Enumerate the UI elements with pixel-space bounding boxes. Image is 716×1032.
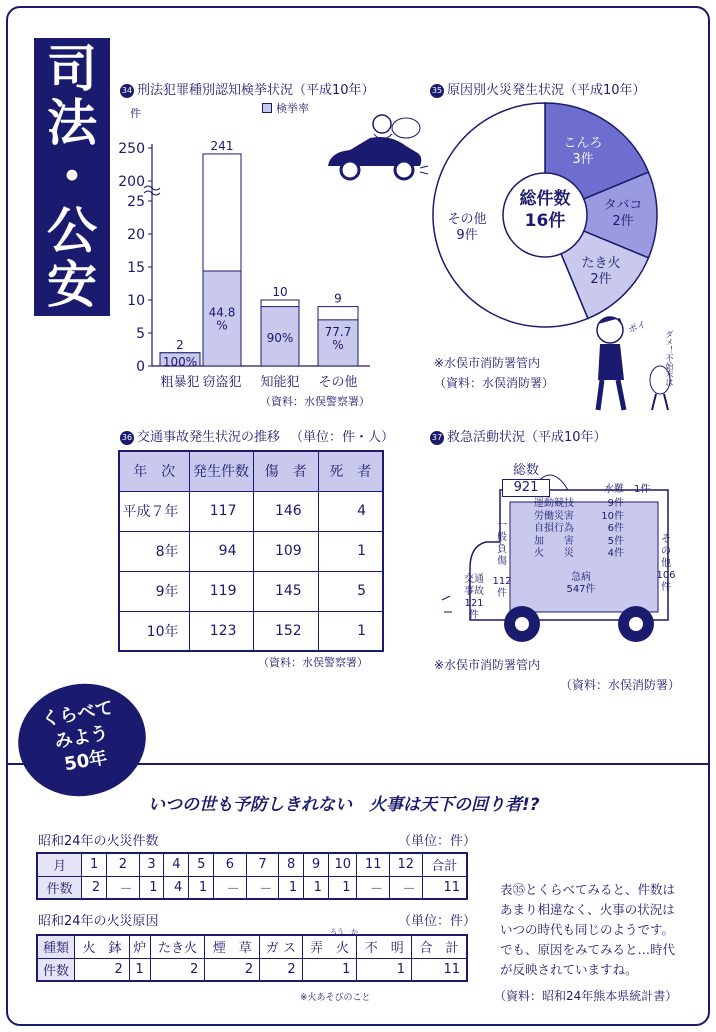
t1-cell: 1 [139,876,164,899]
s37-title: 37 救急活動状況（平成10年） [431,430,607,445]
th-injured: 傷 者 [253,451,318,491]
s34-source: （資料：水俣警察署） [260,395,370,408]
t1-cell: 2 [82,876,107,899]
t1-cell: － [107,876,140,899]
pie-center-label: 総件数 16件 [519,189,571,231]
list-item: 自損行為 6件 [534,523,624,534]
t1-cell: 合計 [422,853,467,876]
t1-cell: － [246,876,279,899]
table-row [37,876,467,899]
table-row [37,853,467,876]
t1-cell: 9 [304,853,329,876]
t1-cell: － [214,876,247,899]
s37-source: （資料：水俣消防署） [560,678,681,692]
list-item: 加 害 5件 [534,535,624,547]
pie-label-konro: こんろ 3件 [563,136,603,167]
bar-rate-label: 77.7 [324,325,352,339]
speech-poi: ポイ [627,320,648,336]
fire-cause-table [36,934,468,982]
t2-cell: 煙 草 [205,935,260,958]
t2-unit: （単位：件） [398,914,477,929]
table-row: 8年 94 109 1 [119,531,383,571]
t2-cell: 2 [205,958,260,981]
bar-total-label: 9 [334,291,342,306]
list-item: 運動競技 9件 [534,498,624,509]
category-label: 窃盗犯 [202,375,242,390]
traffic-table [118,450,384,652]
t1-cell: 6 [214,853,247,876]
s35-note: ※水俣市消防署管内 [434,356,541,370]
t2-cell: 火 鉢 [75,935,130,958]
th-year: 年 次 [119,451,189,491]
t1-cell: 1 [189,876,214,899]
bar-rate-label: 90% [266,331,294,345]
t2-cell: 2 [75,958,130,981]
category-label: 知能犯 [260,375,300,390]
t1-cell: 5 [189,853,214,876]
t1-cell: 1 [328,876,357,899]
list-item: 労働災害 10件 [534,510,624,522]
table-row: 10年 123 152 1 [119,611,383,651]
t2-cell: 11 [412,958,467,981]
pie-label-sonota: その他 9件 [447,212,487,243]
category-label: その他 [318,375,358,390]
t1-unit: （単位：件） [398,834,477,849]
car-illustration [320,108,430,188]
t1-cell: 3 [139,853,164,876]
compare-source: （資料：昭和24年熊本県統計書） [494,989,678,1003]
bar-rate-label: % [332,338,344,352]
t2-cell: 種類 [37,935,75,958]
t2-cell: 2 [150,958,205,981]
t1-cell: 4 [164,876,189,899]
s37-kotsu: 交通 事故 121 件 [464,574,484,621]
compare-badge: くらべて みよう 50年 [9,674,155,807]
y-tick-label: 25 [127,194,145,210]
t1-cell: 1 [304,876,329,899]
t2-ruby: ろう か [330,928,358,936]
bar-rate-label: % [216,318,228,333]
compare-text: 表㉟とくらべてみると、件数は あまり相違なく、火事の状況は いつの時代も同じのようです。 でも、原因をみてみると…時代 が反映されていますね。 [500,882,676,977]
t1-cell: 件数 [37,876,82,899]
t1-cell: 1 [82,853,107,876]
t1-cell: 4 [164,853,189,876]
list-item: 火 災 4件 [534,548,624,559]
t1-cell: 11 [357,853,390,876]
s37-suinan: 水難 1件 [604,484,651,495]
s37-sonota: そ の 他 106 件 [656,534,676,593]
t1-cell: － [357,876,390,899]
t1-cell: 2 [107,853,140,876]
pie-label-tabako: タバコ 2件 [603,198,643,229]
bar-total-label: 10 [272,285,288,299]
th-dead: 死 者 [318,451,383,491]
s37-note: ※水俣市消防署管内 [434,658,541,672]
t1-cell: 11 [422,876,467,899]
t2-cell: 不 明 [357,935,412,958]
t1-cell: 10 [328,853,357,876]
th-count: 発生件数 [189,451,253,491]
bar-total-label: 2 [176,337,184,352]
s37-kyubyo: 急病 547件 [566,572,596,595]
t2-cell: 弄 火 [302,935,357,958]
t1-cell: － [390,876,423,899]
y-tick-label: 0 [136,359,145,375]
t2-cell: たき火 [150,935,205,958]
s37-list [534,498,624,561]
page-title: 司 法 ・ 公 安 [47,40,97,314]
bar-rate-label: 100% [162,355,198,369]
t2-cell: 件数 [37,958,75,981]
t2-cell: 2 [260,958,303,981]
table-row [37,958,467,981]
table-row [37,935,467,958]
s35-source: （資料：水俣消防署） [434,376,555,390]
table-row: 9年 119 145 5 [119,571,383,611]
y-tick-label: 250 [118,141,145,157]
t1-title: 昭和24年の火災件数 [38,834,159,849]
t2-note: ※火あそびのこと [300,993,371,1003]
bar-total-label: 241 [210,138,234,153]
s37-ippan: 一 般 負 傷 112 件 [492,520,512,599]
t1-cell: 8 [279,853,304,876]
t2-cell: 1 [129,958,150,981]
bar-rate-label: 44.8 [208,305,236,320]
s36-title: 36 交通事故発生状況の推移 （単位：件・人） [121,430,395,445]
t1-cell: 月 [37,853,82,876]
s35-title: 35 原因別火災発生状況（平成10年） [431,83,646,98]
s34-unit: 件 [130,107,141,120]
t2-cell: 合 計 [412,935,467,958]
t1-cell: 12 [390,853,423,876]
t2-cell: ガ ス [260,935,303,958]
s34-title: 34 刑法犯罪種別認知検挙状況（平成10年） [121,83,375,98]
y-tick-label: 5 [136,326,145,342]
t2-title: 昭和24年の火災原因 [38,914,159,929]
s36-source: （資料：水俣警察署） [258,656,368,669]
y-tick-label: 10 [127,293,145,309]
fire-count-table [36,852,468,900]
t1-cell: 1 [279,876,304,899]
t2-cell: 炉 [129,935,150,958]
s37-total: 総数 921 [502,463,550,497]
y-tick-label: 15 [127,260,145,276]
speech-dame: ダメ！不始末は [665,330,674,386]
s34-legend: 検挙率 [262,100,309,116]
compare-headline: いつの世も予防しきれない 火事は天下の回り者!? [148,795,540,815]
pie-label-takibi: たき火 2件 [581,256,621,287]
y-tick-label: 200 [118,174,145,190]
table-row: 平成７年 117 146 4 [119,491,383,531]
y-tick-label: 20 [127,227,145,243]
t2-cell: 1 [357,958,412,981]
category-label: 粗暴犯 [160,375,200,390]
t2-cell: 1 [302,958,357,981]
t1-cell: 7 [246,853,279,876]
